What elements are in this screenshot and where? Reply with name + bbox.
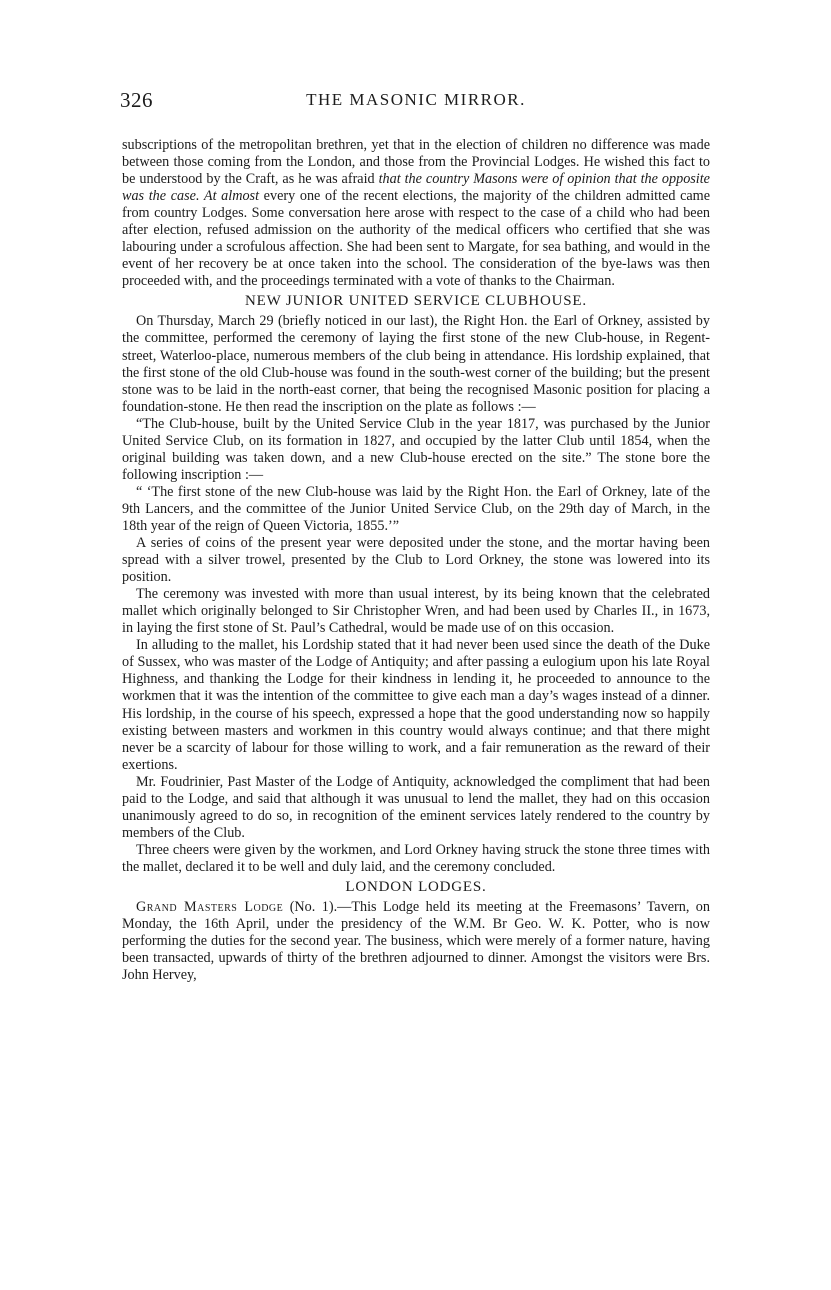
clubhouse-paragraph-1: On Thursday, March 29 (briefly noticed in our last), the Right Hon. the Earl of Orkney, assisted by the committee, performed the ceremony of laying the first stone of the new Club-house, in Regent-street, Waterloo-place, numerous members of the club being in attendance. His lordship explained, that the first stone of the old Club-house was found in the south-west corner of the building; but the present stone was to be laid in the north-east corner, that being the recognised Masonic position for placing a foundation-stone. He then read the inscription on the plate as follows :— xyxy=(122,313,710,415)
clubhouse-quote-2: “ ‘The first stone of the new Club-house was laid by the Right Hon. the Earl of Orkney, late of the 9th Lancers, and the committee of the Junior United Service Club, on the 29th day of March, in the 18th year of the reign of Queen Victoria, 1855.’” xyxy=(122,483,710,534)
section-heading-clubhouse: NEW JUNIOR UNITED SERVICE CLUBHOUSE. xyxy=(245,293,587,310)
journal-title: THE MASONIC MIRROR. xyxy=(306,90,526,109)
continuation-text-1: subscriptions of the metropolitan brethren, yet that in the election of children no difference was made between those coming from the London, and those from the Provincial Lodges. He wished this fact to be understood by the Craft, as he was afraid xyxy=(122,137,710,188)
lodges-paragraph-1 xyxy=(122,899,710,984)
clubhouse-paragraph-6: In alluding to the mallet, his Lordship stated that it had never been used since the death of the Duke of Sussex, who was master of the Lodge of Antiquity; and after passing a eulogium upon his late Royal Highness, and thanking the Lodge for their kindness in lending it, he proceeded to announce to the workmen that it was the intention of the committee to give each man a day’s wages instead of a dinner. His lordship, in the course of his speech, expressed a hope that the good understanding now so happily existing between masters and workmen in this country would always continue; and that there might never be a scarcity of labour for those willing to work, and a fair remuneration as the reward of their exertions. xyxy=(122,637,710,773)
clubhouse-paragraph-7: Mr. Foudrinier, Past Master of the Lodge of Antiquity, acknowledged the compliment that had been paid to the Lodge, and said that although it was unusual to lend the mallet, they had on this occasion unanimously agreed to do so, in recognition of the eminent services lately rendered to the country by members of the Club. xyxy=(122,773,710,841)
continuation-paragraph xyxy=(122,137,710,290)
clubhouse-paragraph-8: Three cheers were given by the workmen, and Lord Orkney having struck the stone three times with the mallet, declared it to be well and duly laid, and the ceremony concluded. xyxy=(122,841,710,875)
lodges-paragraph-text: (No. 1).—This Lodge held its meeting at the Freemasons’ Tavern, on Monday, the 16th April, under the presidency of the W.M. Br Geo. W. K. Potter, who is now performing the duties for the second year. The business, which were merely of a former nature, having been transacted, upwards of thirty of the brethren adjourned to dinner. Amongst the visitors were Brs. John Hervey, xyxy=(122,898,710,984)
clubhouse-paragraph-5: The ceremony was invested with more than usual interest, by its being known that the celebrated mallet which originally belonged to Sir Christopher Wren, and had been used by Charles II., in 1673, in laying the first stone of St. Paul’s Cathedral, would be made use of on this occasion. xyxy=(122,586,710,637)
lodge-name: Grand Masters Lodge xyxy=(136,898,284,915)
running-head xyxy=(120,88,712,118)
section-heading-london-lodges: LONDON LODGES. xyxy=(345,878,487,895)
article-body xyxy=(122,137,710,984)
continuation-text-2: every one of the recent elections, the majority of the children admitted came from country Lodges. Some conversation here arose with respect to the case of a child who had been after election, refused admission on the authority of the medical officers who certified that she was labouring under a scrofulous affection. She had been sent to Margate, for sea bathing, and would in the event of her recovery be at once taken into the school. The consideration of the bye-laws was then proceeded with, and the proceedings terminated with a vote of thanks to the Chairman. xyxy=(122,188,711,290)
clubhouse-paragraph-4: A series of coins of the present year were deposited under the stone, and the mortar having been spread with a silver trowel, presented by the Club to Lord Orkney, the stone was lowered into its position. xyxy=(122,535,710,586)
clubhouse-quote-1: “The Club-house, built by the United Service Club in the year 1817, was purchased by the Junior United Service Club, on its formation in 1827, and occupied by the latter Club until 1854, when the original building was taken down, and a new Club-house erected on the site.” The stone bore the following inscription :— xyxy=(122,415,710,483)
page-number: 326 xyxy=(120,88,153,112)
continuation-italic: that the country Masons were of opinion that the opposite was the case. At almost xyxy=(122,171,710,205)
